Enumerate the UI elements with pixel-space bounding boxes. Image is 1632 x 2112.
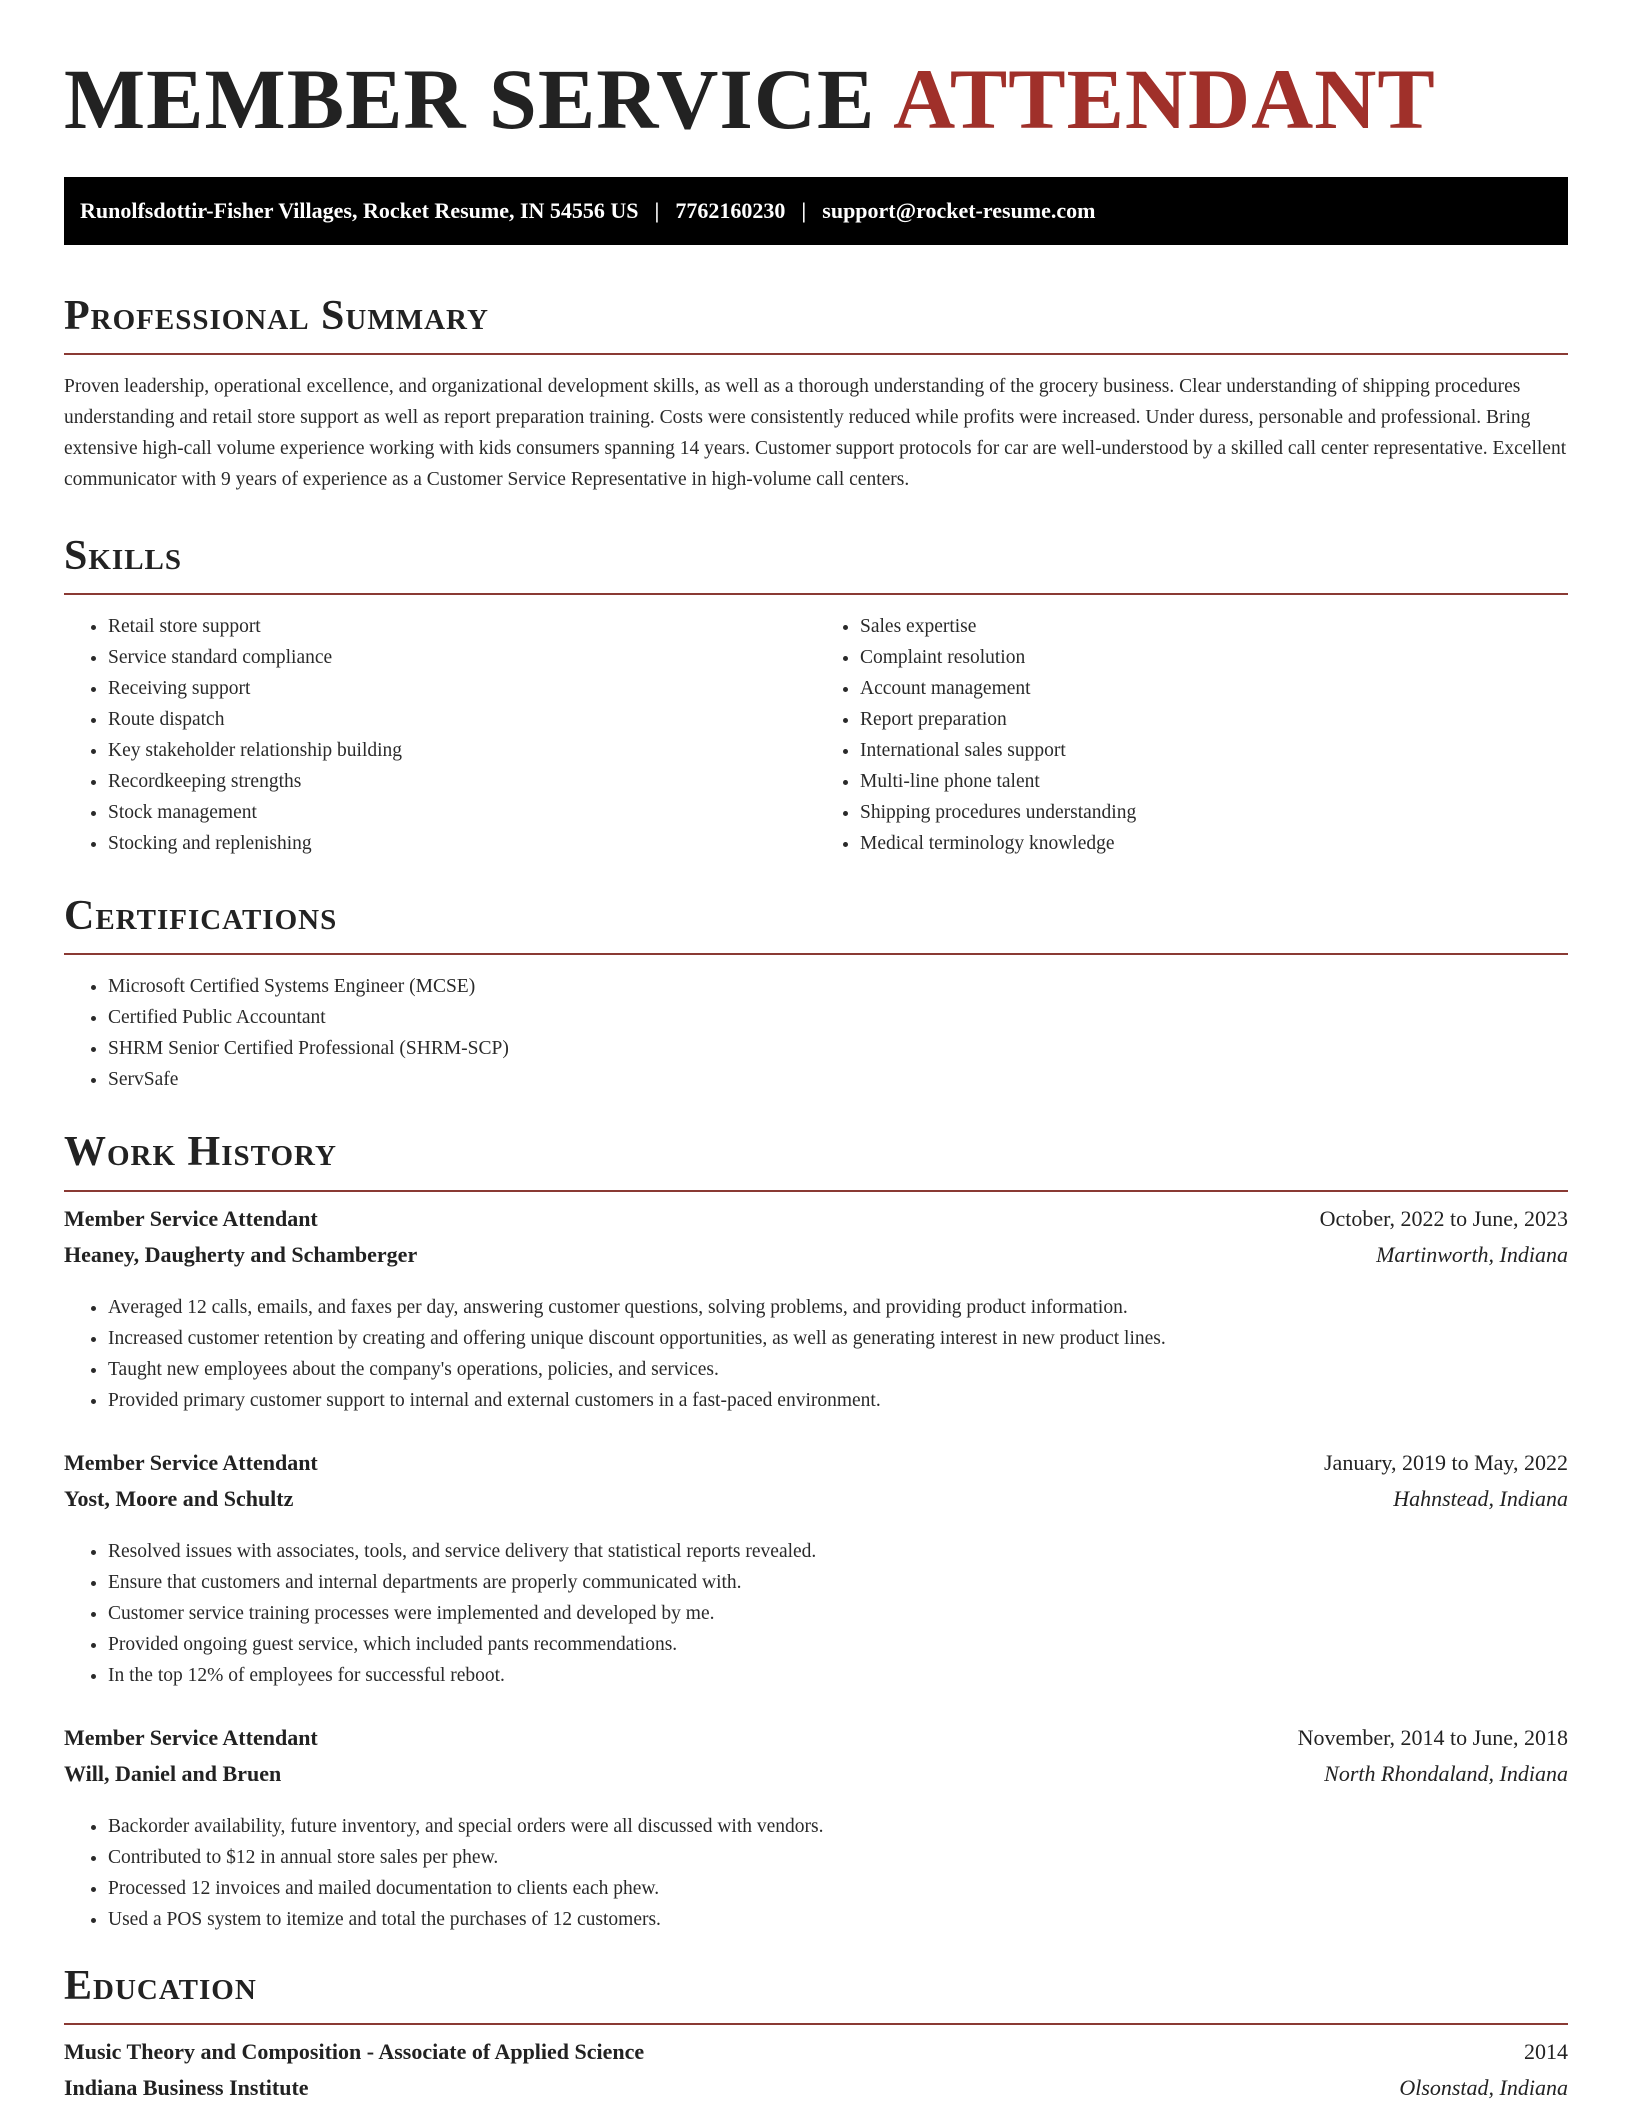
job-title: Member Service Attendant (64, 1724, 318, 1750)
job-dates: January, 2019 to May, 2022 (1324, 1449, 1568, 1475)
job-bullet: • In the top 12% of employees for successful reboot. (108, 1660, 1568, 1691)
section-divider (64, 593, 1568, 595)
summary-text: Proven leadership, operational excellence, and organizational development skills, as well as a thorough understanding of the grocery business. Clear understanding of shipping procedures understanding and retail store support as well as report preparation training. Costs were consistently reduced while profits were increased. Under duress, personable and professional. Bring extensive high-call volume experience working with kids consumers spanning 14 years. Customer support protocols for car are well-understood by a skilled call center representative. Excellent communicator with 9 years of experience as a Customer Service Representative in high-volume call centers. (64, 376, 1567, 491)
skills-column-right (816, 611, 1568, 859)
job-header-row (64, 1450, 1568, 1486)
job-company: Heaney, Daugherty and Schamberger (64, 1241, 418, 1267)
contact-separator: | (801, 197, 807, 223)
job-dates: November, 2014 to June, 2018 (1297, 1724, 1568, 1750)
job-company: Will, Daniel and Bruen (64, 1760, 282, 1786)
job-bullet: • Processed 12 invoices and mailed documentation to clients each phew. (108, 1873, 1568, 1904)
education-year: 2014 (1524, 2038, 1568, 2064)
skill-item: • Route dispatch (108, 704, 816, 735)
certifications-list (64, 971, 1568, 1095)
job-bullets (64, 1292, 1568, 1416)
skill-item: • Retail store support (108, 611, 816, 642)
skills-grid (64, 611, 1568, 859)
job-title: Member Service Attendant (64, 1449, 318, 1475)
job-bullet: • Resolved issues with associates, tools, and service delivery that statistical reports revealed. (108, 1536, 1568, 1567)
skill-item: • Shipping procedures understanding (860, 797, 1568, 828)
education-section (64, 1963, 1568, 2111)
education-location: Olsonstad, Indiana (1399, 2074, 1568, 2100)
job-bullet: • Backorder availability, future inventory, and special orders were all discussed with vendors. (108, 1811, 1568, 1842)
job-company-row (64, 1761, 1568, 1797)
section-divider (64, 1190, 1568, 1192)
job-location: Hahnstead, Indiana (1393, 1485, 1568, 1511)
certification-item: • Microsoft Certified Systems Engineer (MCSE) (108, 971, 1568, 1002)
education-school-row (64, 2075, 1568, 2111)
skill-item: • Sales expertise (860, 611, 1568, 642)
job-bullet: • Contributed to $12 in annual store sales per phew. (108, 1842, 1568, 1873)
resume-title (64, 50, 1568, 149)
job-bullet: • Used a POS system to itemize and total the purchases of 12 customers. (108, 1904, 1568, 1935)
skill-item: • Medical terminology knowledge (860, 828, 1568, 859)
skills-section (64, 533, 1568, 859)
education-degree-row (64, 2039, 1568, 2075)
certifications-section (64, 893, 1568, 1095)
certifications-heading: Certifications (64, 893, 338, 940)
contact-phone: 7762160230 (675, 197, 786, 223)
contact-address: Runolfsdottir-Fisher Villages, Rocket Resume, IN 54556 US (80, 197, 639, 223)
certification-item: • SHRM Senior Certified Professional (SHRM-SCP) (108, 1033, 1568, 1064)
job-bullet: • Taught new employees about the company's operations, policies, and services. (108, 1354, 1568, 1385)
skill-item: • Service standard compliance (108, 642, 816, 673)
job-header-row (64, 1206, 1568, 1242)
job-location: Martinworth, Indiana (1376, 1241, 1568, 1267)
skill-item: • Stock management (108, 797, 816, 828)
job-bullet: • Ensure that customers and internal departments are properly communicated with. (108, 1567, 1568, 1598)
certification-item: • Certified Public Accountant (108, 1002, 1568, 1033)
job-bullet: • Provided primary customer support to internal and external customers in a fast-paced environment. (108, 1385, 1568, 1416)
skill-item: • Multi-line phone talent (860, 766, 1568, 797)
skill-item: • Complaint resolution (860, 642, 1568, 673)
title-first-part: MEMBER SERVICE (64, 51, 876, 147)
skill-item: • Report preparation (860, 704, 1568, 735)
job-entry (64, 1725, 1568, 1935)
job-company-row (64, 1486, 1568, 1522)
title-accent-part: ATTENDANT (893, 51, 1436, 147)
job-bullets (64, 1811, 1568, 1935)
job-company: Yost, Moore and Schultz (64, 1485, 294, 1511)
education-school: Indiana Business Institute (64, 2074, 309, 2100)
summary-heading: Professional Summary (64, 292, 489, 339)
skill-item: • Account management (860, 673, 1568, 704)
contact-bar (64, 177, 1568, 245)
skill-item: • Key stakeholder relationship building (108, 735, 816, 766)
job-dates: October, 2022 to June, 2023 (1319, 1205, 1568, 1231)
skills-heading: Skills (64, 533, 183, 580)
section-divider (64, 953, 1568, 955)
contact-email: support@rocket-resume.com (822, 197, 1096, 223)
job-location: North Rhondaland, Indiana (1324, 1760, 1568, 1786)
skills-column-left (64, 611, 816, 859)
job-bullets (64, 1536, 1568, 1691)
skill-item: • Receiving support (108, 673, 816, 704)
contact-separator: | (654, 197, 660, 223)
job-bullet: • Provided ongoing guest service, which included pants recommendations. (108, 1629, 1568, 1660)
job-company-row (64, 1242, 1568, 1278)
job-entry (64, 1206, 1568, 1416)
education-degree: Music Theory and Composition - Associate of Applied Science (64, 2038, 645, 2064)
summary-section (64, 293, 1568, 495)
certification-item: • ServSafe (108, 1064, 1568, 1095)
education-entry (64, 2039, 1568, 2111)
section-divider (64, 2023, 1568, 2025)
work-history-heading: Work History (64, 1129, 337, 1176)
work-history-section (64, 1129, 1568, 1934)
skill-item: • Recordkeeping strengths (108, 766, 816, 797)
job-bullet: • Averaged 12 calls, emails, and faxes per day, answering customer questions, solving problems, and providing product information. (108, 1292, 1568, 1323)
job-bullet: • Customer service training processes were implemented and developed by me. (108, 1598, 1568, 1629)
skill-item: • International sales support (860, 735, 1568, 766)
education-heading: Education (64, 1962, 257, 2009)
job-header-row (64, 1725, 1568, 1761)
job-title: Member Service Attendant (64, 1205, 318, 1231)
section-divider (64, 353, 1568, 355)
job-bullet: • Increased customer retention by creating and offering unique discount opportunities, as well as generating interest in new product lines. (108, 1323, 1568, 1354)
skill-item: • Stocking and replenishing (108, 828, 816, 859)
job-entry (64, 1450, 1568, 1691)
